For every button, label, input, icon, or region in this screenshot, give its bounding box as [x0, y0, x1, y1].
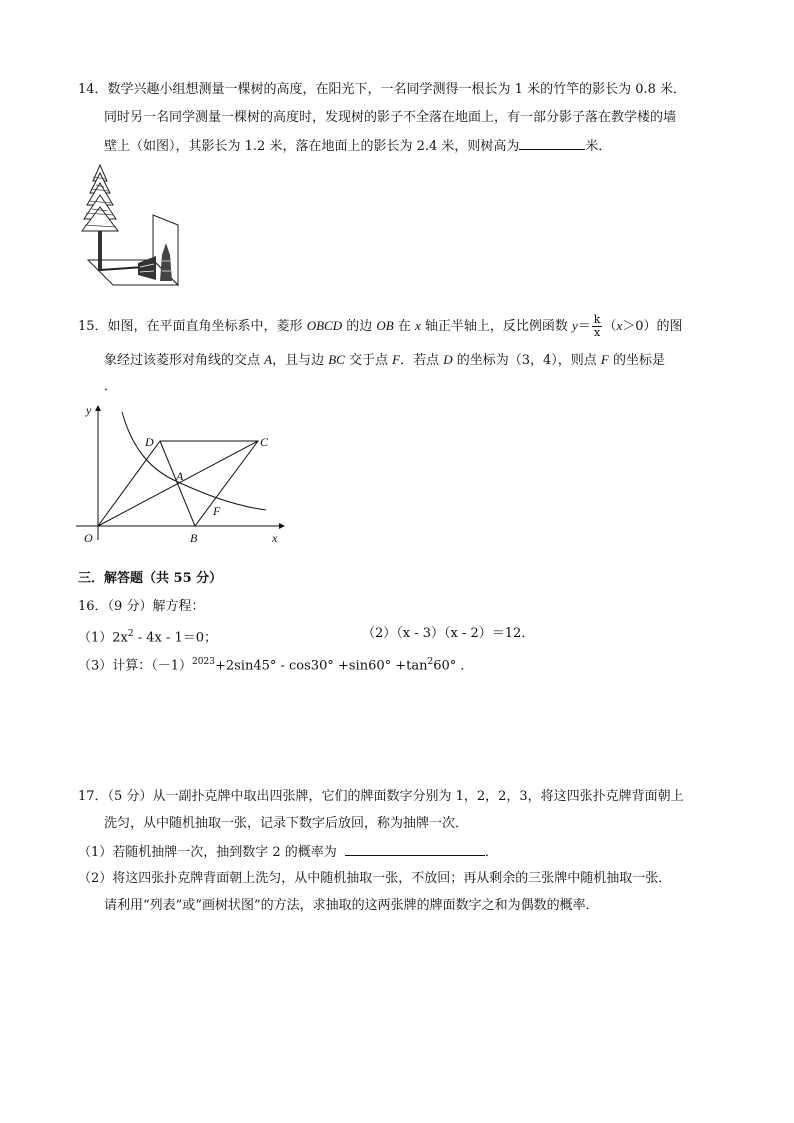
- k-over-x-fraction: $\frac{k}{x}$: [593, 313, 601, 339]
- q17-line-1: 17．（5 分）从一副扑克牌中取出四张牌，它们的牌面数字分别为 1，2，2，3，将这四张扑克牌背面朝上: [78, 789, 684, 804]
- diagonal-DB: [160, 441, 195, 526]
- q17-part-2-line-2: 请利用“列表”或“画树状图”的方法，求抽取的这两张牌的牌面数字之和为偶数的概率．: [104, 898, 599, 913]
- label-B: B: [190, 531, 198, 545]
- q14-answer-blank[interactable]: [519, 137, 585, 150]
- y-axis-label: y: [86, 403, 92, 417]
- tree-foliage: [82, 165, 118, 231]
- q17-part-1: （1）若随机抽牌一次，抽到数字 2 的概率为 ．: [78, 845, 498, 860]
- q16-part-2: （2）（x - 3）（x - 2）＝12．: [362, 626, 535, 641]
- label-D: D: [145, 435, 154, 449]
- q16-part-1: $(1)2x^2 - 4x - 1=0$；: [78, 629, 218, 646]
- q14-line-1: 14．数学兴趣小组想测量一棵树的高度，在阳光下，一名同学测得一根长为 1 米的竹竿的影长为 0.8 米．: [78, 82, 687, 97]
- ground-shadow-trunk: [100, 267, 144, 270]
- hyperbola-curve: [122, 412, 266, 510]
- q14-line-3: 壁上（如图），其影长为 1.2 米，落在地面上的影长为 2.4 米，则树高为 米．: [104, 139, 612, 154]
- q14-tree-figure: [78, 163, 188, 293]
- q17-answer-blank[interactable]: [345, 843, 485, 856]
- q15-line-1: 15．如图，在平面直角坐标系中，菱形 OBCD 的边 OB 在 x 轴正半轴上，反比例函数 y＝ $\frac{k}{x}$ （x＞0）的图: [78, 313, 683, 339]
- x-axis-label: x: [272, 531, 278, 545]
- q17-part-2: （2）将这四张扑克牌背面朝上洗匀，从中随机抽取一张，不放回；再从剩余的三张牌中随机抽取一张．: [78, 871, 672, 886]
- label-F: F: [213, 504, 221, 518]
- q17-line-2: 洗匀，从中随机抽取一张，记录下数字后放回，称为抽牌一次．: [104, 816, 469, 831]
- label-C: C: [260, 435, 269, 449]
- wall-shadow: [160, 243, 172, 281]
- q15-line-3: ．: [104, 379, 118, 394]
- label-A: A: [176, 469, 184, 483]
- q14-number: 14．: [78, 82, 108, 97]
- q15-line-2: 象经过该菱形对角线的交点 A，且与边 BC 交于点 F．若点 D 的坐标为（3，4），则点 F 的坐标是: [104, 352, 666, 368]
- q16-part-3: （3）计算：$(-1)^{2023}+2\sin 45^\circ - \cos 30^\circ +\sin 60^\circ +\tan^260^\circ$ ．: [78, 657, 474, 674]
- label-O: O: [84, 531, 93, 545]
- q16-header: 16．（9 分）解方程：: [78, 599, 205, 614]
- q15-rhombus-figure: [70, 400, 290, 548]
- section-3-title: 三．解答题（共 55 分）: [78, 571, 223, 586]
- q14-line-2: 同时另一名同学测量一棵树的高度时，发现树的影子不全落在地面上，有一部分影子落在教学楼的墙: [104, 110, 677, 125]
